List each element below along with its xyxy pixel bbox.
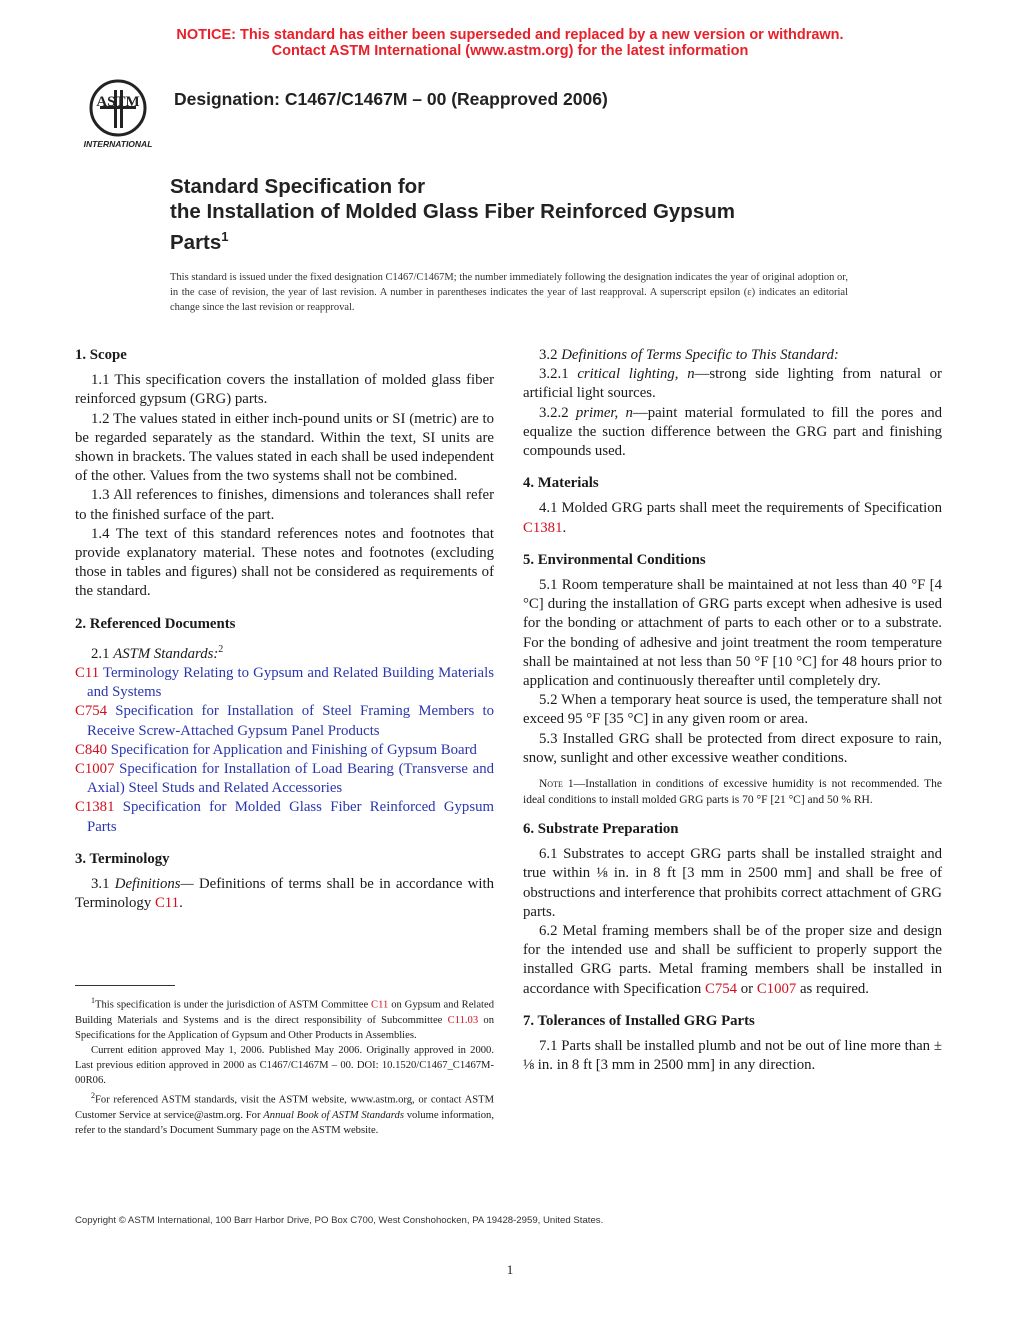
section-4-heading: 4. Materials (523, 475, 599, 492)
astm-logo (76, 76, 160, 150)
notice-line-1: NOTICE: This standard has either been superseded and replaced by a new version or withdrawn. (176, 27, 844, 43)
ref-title-c1381[interactable]: Specification for Molded Glass Fiber Reinforced Gypsum Parts (87, 799, 494, 835)
para-2-1 (75, 640, 494, 664)
para-3-2-2-num: 3.2.2 (539, 404, 569, 421)
title-line-3 (170, 224, 735, 255)
para-6-1: 6.1 Substrates to accept GRG parts shall be installed straight and true within ⅛ in. in 8 ft [3 mm in 2500 mm] and shall be free of obstructions and interference that prohibits correct attachment of GRG parts. (523, 846, 942, 920)
section-2-heading: 2. Referenced Documents (75, 615, 236, 632)
footnote-2-mark: 2 (218, 643, 224, 655)
footnote-2 (75, 1088, 494, 1138)
para-3-2-1-text: —strong side lighting from natural or artificial light sources. (523, 366, 942, 402)
term-critical-lighting: critical lighting, n (577, 366, 695, 383)
ref-item-c11 (75, 664, 494, 702)
para-5-2: 5.2 When a temporary heat source is used, the temperature shall not exceed 95 °F [35 °C] in any given room or area. (523, 692, 942, 728)
withdrawn-notice (0, 27, 1020, 59)
footnote-1-text-a: This specification is under the jurisdiction of ASTM Committee (95, 999, 372, 1011)
footnote-1-text-b: on Gypsum and Related Building Materials and Systems and is the direct responsibility of Subcommittee (75, 999, 494, 1026)
para-3-2-2-text: —paint material formulated to fill the pores and equalize the suction difference between the GRG part and finishing compounds used. (523, 404, 942, 460)
para-6-2-text-a: 6.2 Metal framing members shall be of the proper size and design for the intended use and shall be sufficient to properly support the installed GRG parts. Metal framing members shall be installed in accordance with Specification (523, 923, 942, 997)
annual-book-title: Annual Book of ASTM Standards (263, 1109, 404, 1121)
ref-link-c754-substrate[interactable]: C754 (705, 980, 738, 997)
ref-link-c11[interactable]: C11 (75, 664, 100, 681)
section-3-heading: 3. Terminology (75, 850, 170, 867)
para-3-2-1-num: 3.2.1 (539, 366, 569, 383)
footnotes (75, 993, 494, 1138)
ref-link-c1007-substrate[interactable]: C1007 (756, 980, 797, 997)
logo-international-text: INTERNATIONAL (83, 139, 153, 149)
right-column (523, 346, 942, 1076)
para-3-2 (523, 346, 942, 365)
para-3-1-num: 3.1 (91, 876, 110, 892)
footnote-2-text-a: For referenced ASTM standards, visit the ASTM website, www.astm.org, or contact ASTM Customer Service at service@astm.org. For (75, 1094, 494, 1121)
para-3-2-2 (523, 404, 942, 462)
para-5-3: 5.3 Installed GRG shall be protected from direct exposure to rain, snow, sunlight and other excessive weather conditions. (523, 730, 942, 766)
ref-item-c1381 (75, 798, 494, 836)
ref-title-c840[interactable]: Specification for Application and Finishing of Gypsum Board (110, 741, 477, 758)
para-4-1 (523, 499, 942, 537)
title-footnote-mark: 1 (221, 229, 229, 244)
note-1-text: —Installation in conditions of excessive humidity is not recommended. The ideal conditions to install molded GRG parts is 70 °F [21 °C] and 50 % RH. (523, 778, 943, 807)
note-1 (523, 776, 942, 808)
ref-item-c754 (75, 702, 494, 740)
ref-link-subcommittee-c11-03[interactable]: C11.03 (447, 1014, 479, 1026)
document-title (170, 174, 735, 255)
footnote-1 (75, 993, 494, 1043)
para-1-2: 1.2 The values stated in either inch-pound units or SI (metric) are to be regarded separately as the standard. Within the text, SI units are shown in brackets. The values stated in each shall be used independent of the other. Values from the two systems shall not be combined. (75, 410, 494, 485)
para-2-1-num: 2.1 (91, 645, 110, 662)
designation: Designation: C1467/C1467M – 00 (Reapproved 2006) (174, 89, 608, 109)
para-3-1-text: Definitions of terms shall be in accordance with Terminology (75, 876, 494, 912)
footnote-1-mark: 1 (91, 996, 95, 1005)
definitions-label: Definitions— (114, 876, 194, 892)
para-1-1: 1.1 This specification covers the installation of molded glass fiber reinforced gypsum (GRG) parts. (75, 372, 494, 408)
para-6-2 (523, 922, 942, 999)
para-4-1-end: . (562, 519, 567, 536)
ref-link-committee-c11[interactable]: C11 (371, 999, 389, 1011)
title-line-1: Standard Specification for (170, 175, 426, 198)
ref-link-c1007[interactable]: C1007 (75, 760, 115, 777)
notice-line-2: Contact ASTM International (www.astm.org) for the latest information (271, 43, 749, 59)
ref-item-c840 (75, 741, 494, 760)
para-3-2-num: 3.2 (539, 347, 558, 363)
ref-item-c1007 (75, 760, 494, 798)
ref-title-c754[interactable]: Specification for Installation of Steel Framing Members to Receive Screw-Attached Gypsum Panel Products (87, 703, 494, 739)
para-3-2-1 (523, 365, 942, 403)
title-line-2: the Installation of Molded Glass Fiber Reinforced Gypsum (170, 200, 735, 223)
ref-link-c754[interactable]: C754 (75, 703, 108, 720)
para-3-1-end: . (179, 895, 183, 912)
para-1-3: 1.3 All references to finishes, dimensions and tolerances shall refer to the finished surface of the part. (75, 487, 494, 523)
ref-link-c1381-materials[interactable]: C1381 (523, 519, 563, 536)
footnote-1-edition: Current edition approved May 1, 2006. Published May 2006. Originally approved in 2000. Last previous edition approved in 2000 as C1467/C1467M – 00. DOI: 10.1520/C1467_C1467M-00R06. (75, 1044, 494, 1086)
footnote-1-text-c: on Specifications for the Application of Gypsum and Other Products in Assemblies. (75, 1014, 494, 1041)
ref-title-c11[interactable]: Terminology Relating to Gypsum and Related Building Materials and Systems (87, 664, 494, 701)
para-3-1 (75, 875, 494, 913)
left-column (75, 346, 494, 913)
section-5-heading: 5. Environmental Conditions (523, 551, 706, 568)
title-line-3-text: Parts (170, 230, 222, 254)
para-6-2-text-c: as required. (796, 980, 870, 997)
ref-link-c11-terminology[interactable]: C11 (154, 895, 180, 912)
para-1-4: 1.4 The text of this standard references notes and footnotes that provide explanatory material. These notes and footnotes (excluding those in tables and figures) shall not be considered as requirements of the standard. (75, 525, 494, 600)
astm-standards-label: ASTM Standards: (113, 645, 219, 662)
section-1-heading: 1. Scope (75, 347, 127, 363)
section-6-heading: 6. Substrate Preparation (523, 821, 679, 838)
standard-intro: This standard is issued under the fixed designation C1467/C1467M; the number immediately following the designation indicates the year of original adoption or, in the case of revision, the year of last revision. A number in parentheses indicates the year of last reapproval. A superscript epsilon (ε) indicates an editorial change since the last revision or reapproval. (170, 272, 848, 313)
footnote-rule (75, 985, 175, 986)
footnote-2-text-b: volume information, refer to the standard’s Document Summary page on the ASTM website. (75, 1109, 494, 1136)
para-7-1: 7.1 Parts shall be installed plumb and not be out of line more than ± ⅛ in. in 8 ft [3 mm in 2500 mm] in any direction. (523, 1038, 942, 1074)
para-6-2-text-b: or (737, 980, 757, 997)
logo-mark-text: ASTM (96, 94, 140, 110)
para-5-1: 5.1 Room temperature shall be maintained at not less than 40 °F [4 °C] during the installation of GRG parts except when adhesive is used for the bonding or attachment of parts to each other or to a substrate. For the bonding of adhesive and joint treatment the room temperature shall be maintained at not less than 50 °F [10 °C] for 48 hours prior to application and continuously thereafter until completely dry. (523, 577, 942, 690)
para-3-2-label: Definitions of Terms Specific to This Standard: (561, 347, 839, 363)
footnote-2-mark-label: 2 (91, 1091, 95, 1101)
note-1-label: Note 1 (539, 778, 574, 791)
page-number: 1 (506, 1262, 514, 1277)
ref-title-c1007[interactable]: Specification for Installation of Load Bearing (Transverse and Axial) Steel Studs and Related Accessories (87, 760, 494, 797)
section-7-heading: 7. Tolerances of Installed GRG Parts (523, 1012, 755, 1029)
term-primer: primer, n (575, 404, 633, 421)
copyright-line: Copyright © ASTM International, 100 Barr Harbor Drive, PO Box C700, West Conshohocken, PA 19428-2959, United States. (75, 1215, 604, 1226)
para-4-1-text: 4.1 Molded GRG parts shall meet the requirements of Specification (539, 500, 942, 517)
ref-link-c840[interactable]: C840 (75, 741, 108, 758)
ref-link-c1381[interactable]: C1381 (75, 799, 115, 816)
